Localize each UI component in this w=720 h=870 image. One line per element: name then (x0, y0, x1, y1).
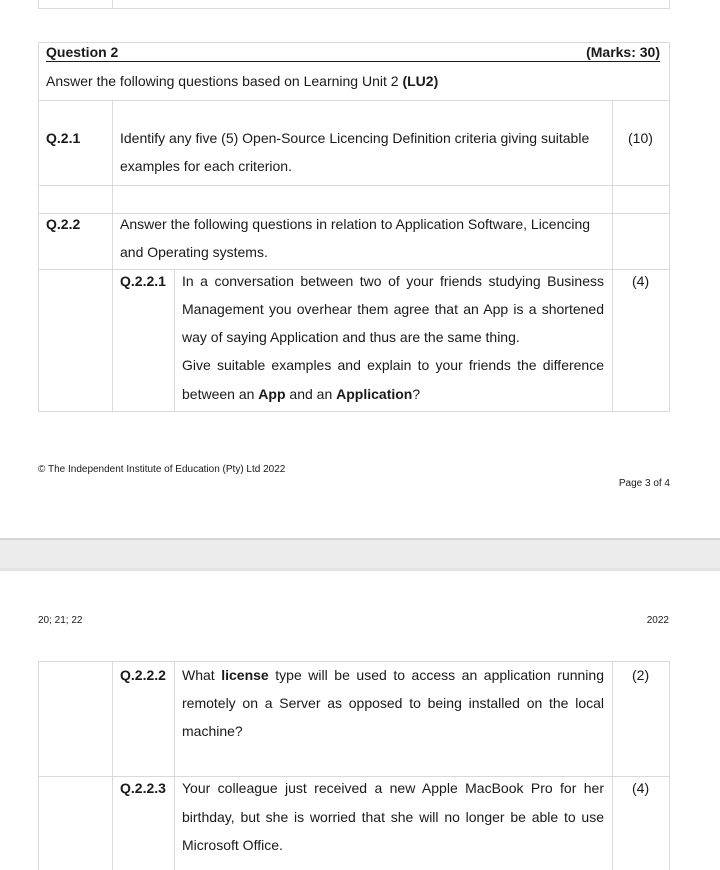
question-text-line: In a conversation between two of your friends studying Business (182, 273, 604, 289)
term-app: App (258, 386, 286, 402)
table-border (38, 411, 670, 412)
title-underline (46, 61, 660, 62)
term-license: license (221, 667, 269, 683)
page-header-left: 20; 21; 22 (38, 615, 83, 626)
table-border (112, 661, 113, 870)
table-border (174, 661, 175, 870)
question-text-line (182, 661, 604, 689)
table-border (669, 42, 670, 100)
question-title: Question 2 (46, 44, 119, 60)
subquestion-number: Q.2.2.2 (120, 667, 166, 683)
question-instruction (46, 67, 438, 95)
question-text-line: Microsoft Office. (182, 837, 283, 853)
term-application: Application (336, 386, 413, 402)
table-border (174, 269, 175, 411)
text-fragment: ? (412, 386, 421, 402)
instruction-text: Answer the following questions based on Learning Unit 2 (46, 73, 403, 89)
table-border (38, 0, 39, 8)
page-separator (0, 540, 720, 568)
instruction-unit: (LU2) (402, 73, 439, 89)
table-border (112, 0, 113, 8)
text-fragment: What (182, 667, 222, 683)
question-text-line: birthday, but she is worried that she will no longer be able to use (182, 809, 604, 825)
question-marks-value: (4) (632, 273, 650, 289)
table-border (612, 100, 613, 412)
question-text-line (182, 380, 420, 408)
question-marks-value: (4) (632, 780, 650, 796)
question-text-line: examples for each criterion. (120, 158, 292, 174)
text-fragment: between an (182, 386, 259, 402)
question-text-line: Identify any five (5) Open-Source Licencing Definition criteria giving suitable (120, 130, 590, 146)
question-number: Q.2.2 (46, 216, 81, 232)
page-separator-shadow (0, 568, 720, 571)
question-marks: (Marks: 30) (586, 44, 660, 60)
table-border (38, 42, 670, 43)
page-header-right: 2022 (646, 615, 669, 626)
question-text-line: Management you overhear them agree that an App is a shortened (182, 301, 604, 317)
table-border (38, 100, 670, 101)
question-text-line: Give suitable examples and explain to your friends the difference (182, 357, 604, 373)
table-border (669, 661, 670, 870)
table-border (38, 661, 39, 870)
question-text-line: Answer the following questions in relation to Application Software, Licencing (120, 216, 591, 232)
table-border (38, 185, 670, 186)
table-border (669, 0, 670, 8)
table-border (38, 100, 39, 412)
copyright-footer: © The Independent Institute of Education (Pty) Ltd 2022 (38, 464, 286, 475)
text-fragment: type will be used to access an application running (268, 667, 604, 683)
table-border (612, 661, 613, 870)
text-fragment: and an (285, 386, 337, 402)
question-text-line: remotely on a Server as opposed to being installed on the local (182, 695, 604, 711)
subquestion-number: Q.2.2.3 (120, 780, 166, 796)
page-number: Page 3 of 4 (618, 478, 670, 489)
question-marks-value: (2) (632, 667, 650, 683)
question-text-line: and Operating systems. (120, 244, 268, 260)
question-text-line: machine? (182, 723, 243, 739)
table-border (38, 42, 39, 100)
question-text-line: Your colleague just received a new Apple MacBook Pro for her (182, 780, 604, 796)
subquestion-number: Q.2.2.1 (120, 273, 166, 289)
table-border (38, 8, 670, 9)
question-number: Q.2.1 (46, 130, 81, 146)
table-border (669, 100, 670, 412)
table-border (112, 100, 113, 412)
question-marks-value: (10) (628, 130, 653, 146)
question-text-line: way of saying Application and thus are the same thing. (182, 329, 520, 345)
